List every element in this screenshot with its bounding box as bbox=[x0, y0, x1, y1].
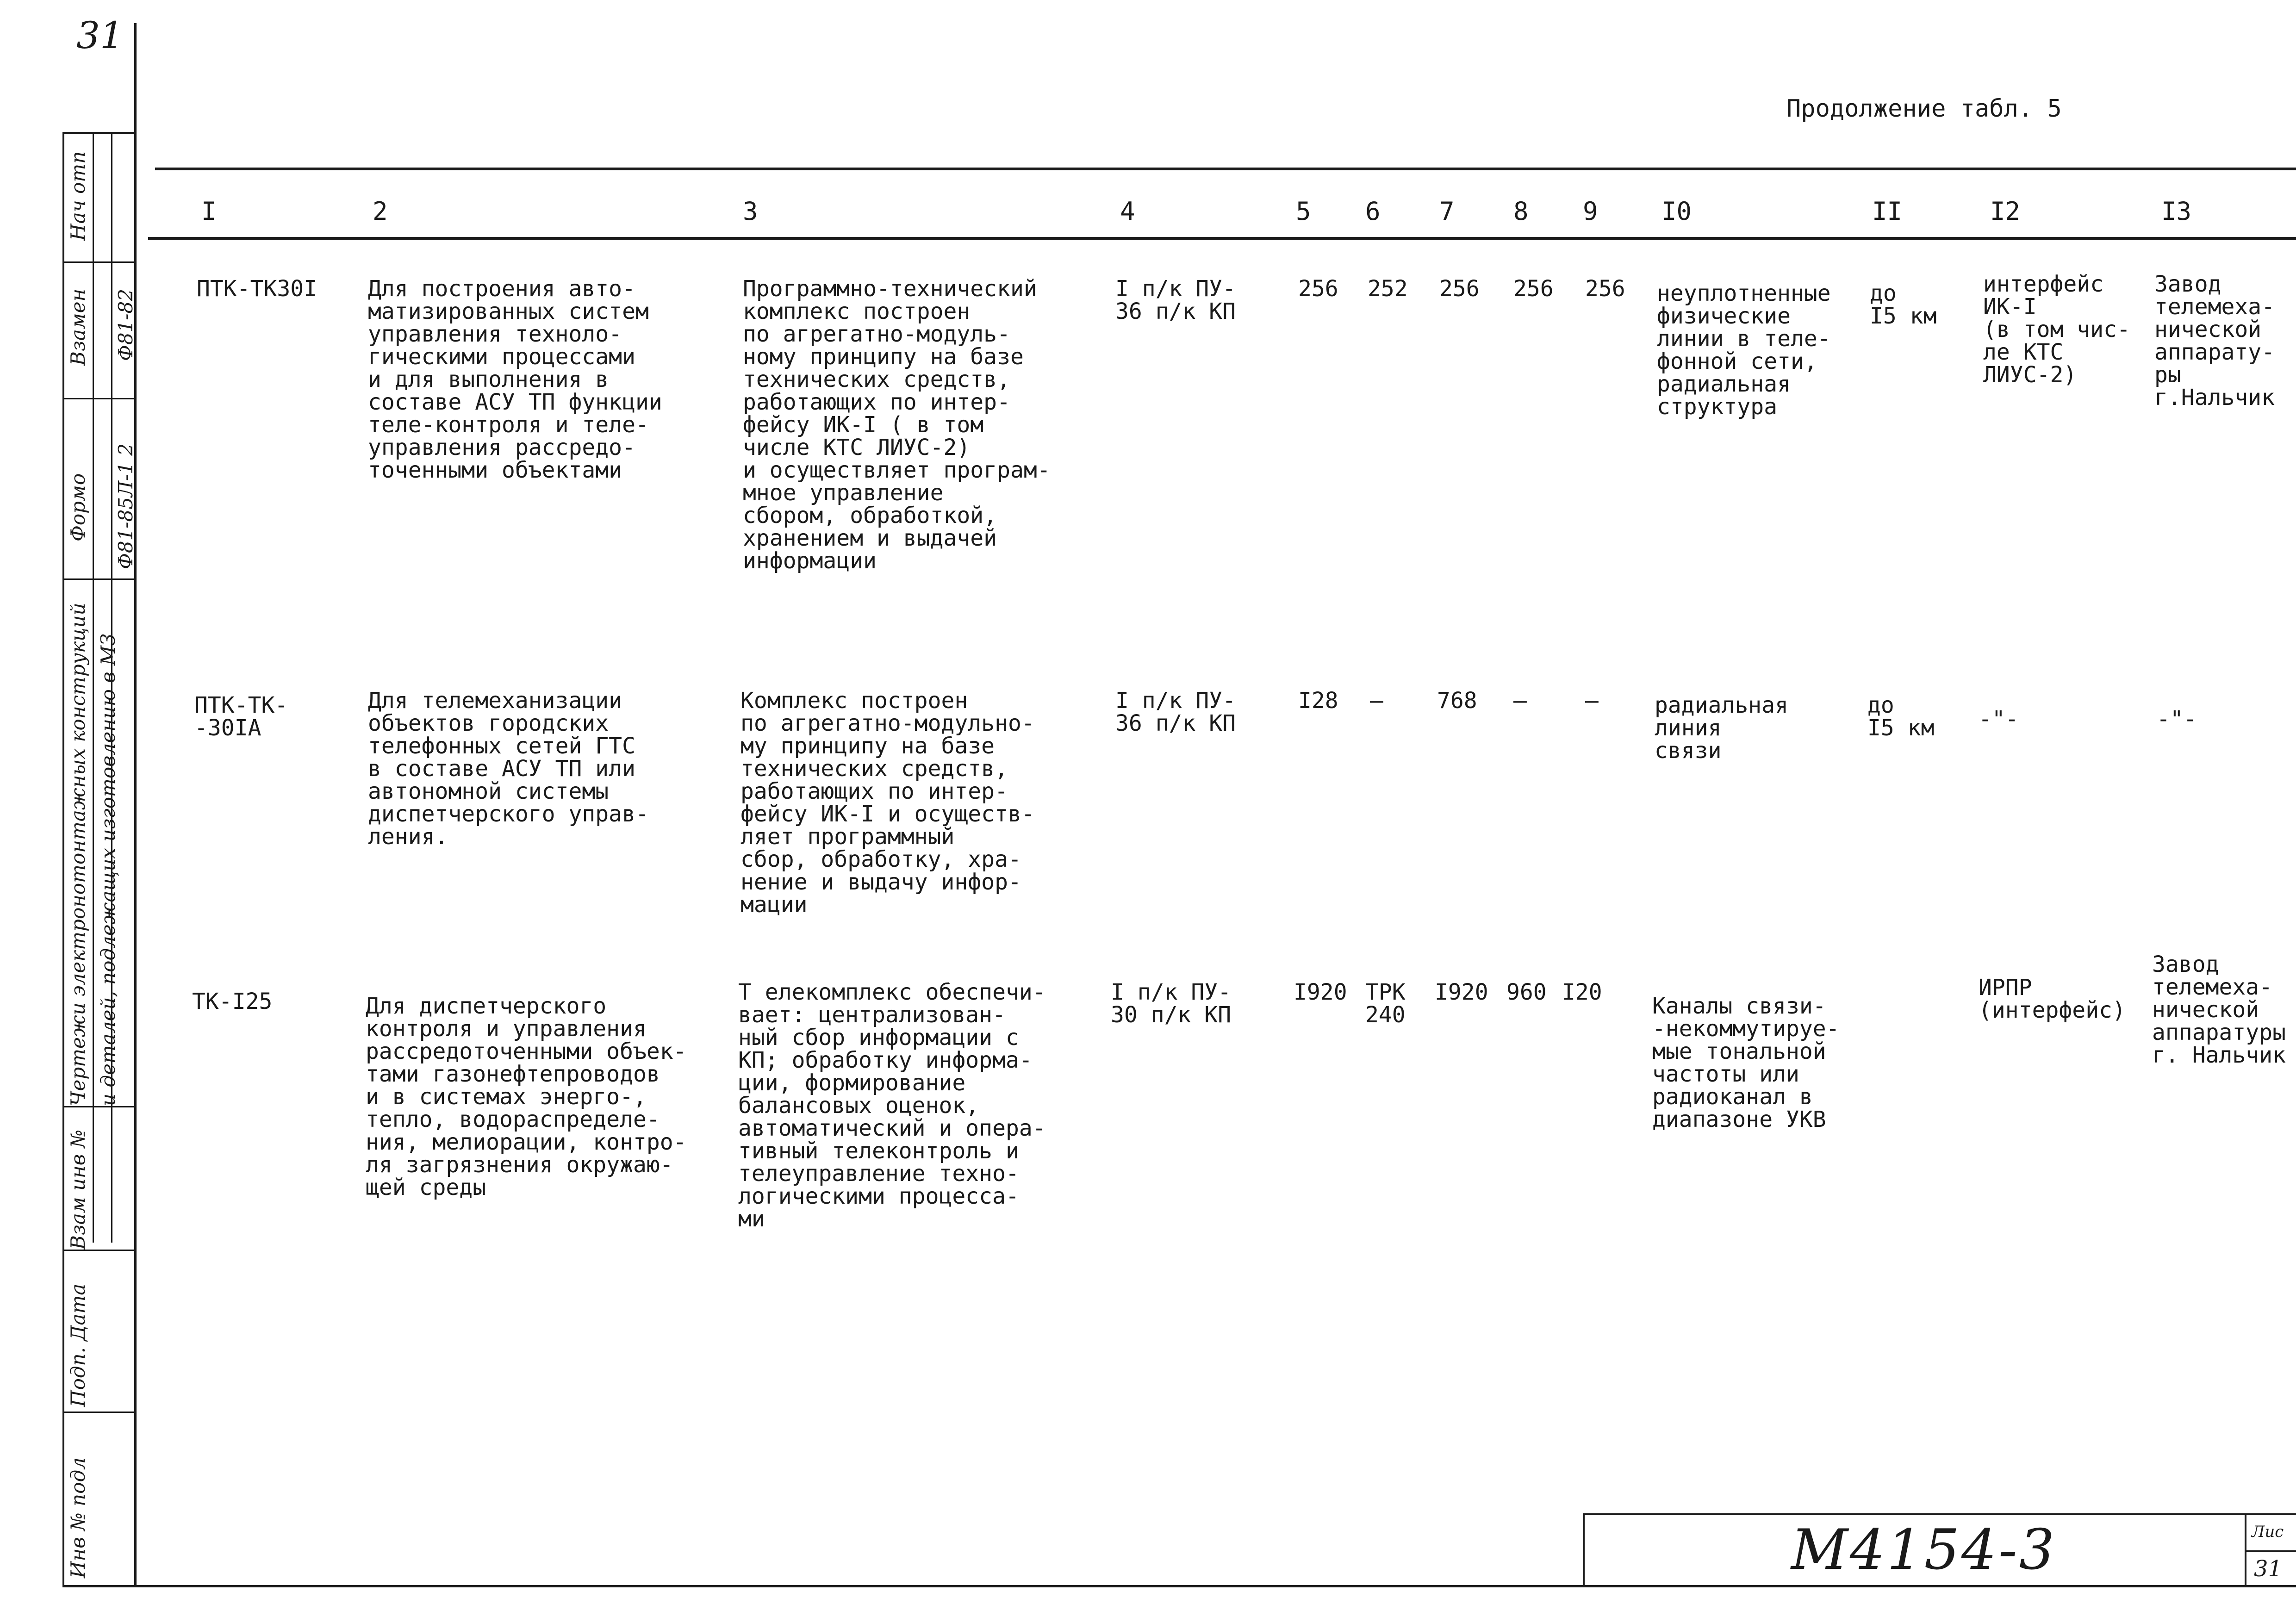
column-number: I bbox=[201, 197, 217, 226]
column-number: 9 bbox=[1583, 197, 1598, 226]
title-block-top bbox=[1583, 1513, 2296, 1515]
cell-purpose: Для телемеханизации объектов городских телефонных сетей ГТС в составе АСУ ТП или автономной системы диспетчерского управ- ления. bbox=[368, 688, 649, 850]
cell-col9: – bbox=[1585, 688, 1599, 714]
cell-manufacturer: -"- bbox=[2157, 706, 2197, 732]
table-top-rule bbox=[155, 168, 2296, 170]
column-number: 8 bbox=[1513, 197, 1529, 226]
cell-col8: 960 bbox=[1506, 979, 1547, 1005]
stamp-strip-line bbox=[93, 132, 94, 1243]
column-number: II bbox=[1872, 197, 1903, 226]
stamp-nach-otp: Нач отп bbox=[67, 151, 89, 241]
stamp-chertezhi-2: и деталей, подлежащих изготовлению в МЗ bbox=[97, 633, 119, 1106]
cell-col8: 256 bbox=[1513, 276, 1554, 302]
cell-col7: I920 bbox=[1435, 979, 1488, 1005]
cell-col6: 252 bbox=[1368, 276, 1408, 302]
cell-manufacturer: Завод телемеха- нической аппарату- ры г.Нальчик bbox=[2154, 271, 2275, 410]
cell-capacity: I п/к ПУ- 30 п/к КП bbox=[1111, 979, 1232, 1028]
left-margin-line bbox=[134, 23, 137, 1587]
stamp-divider bbox=[62, 578, 137, 580]
cell-capacity: I п/к ПУ- 36 п/к КП bbox=[1115, 276, 1236, 324]
cell-range: до I5 км bbox=[1870, 280, 1937, 329]
cell-col5: I28 bbox=[1298, 688, 1338, 714]
cell-range: до I5 км bbox=[1867, 692, 1935, 741]
stamp-formo-value: Ф81-85Л-1 2 bbox=[114, 443, 137, 569]
stamp-divider bbox=[62, 398, 137, 399]
cell-designation: ПТК-ТК- -30IА bbox=[194, 692, 288, 741]
cell-col5: 256 bbox=[1298, 276, 1338, 302]
column-number: I2 bbox=[1990, 197, 2021, 226]
document-code: М4154-3 bbox=[1791, 1518, 2057, 1582]
page-number: 31 bbox=[76, 14, 124, 57]
column-number: 6 bbox=[1365, 197, 1381, 226]
stamp-divider bbox=[62, 1106, 137, 1107]
cell-purpose: Для диспетчерского контроля и управления рассредоточенными объек- тами газонефтепроводов и в системах энерго-, тепло, водораспределе- ния, мелиорации, контро- ля загрязнения окружаю- щей среды bbox=[366, 993, 687, 1200]
cell-designation: ПТК-ТК30I bbox=[197, 276, 317, 302]
continuation-title: Продолжение табл. 5 bbox=[1786, 95, 2062, 123]
cell-col7: 768 bbox=[1437, 688, 1477, 714]
stamp-vzam-inv: Взам инв № bbox=[67, 1129, 89, 1250]
stamp-strip-line bbox=[62, 132, 64, 1585]
stamp-divider bbox=[62, 1250, 137, 1251]
stamp-divider bbox=[62, 132, 137, 134]
cell-description: Т елекомплекс обеспечи- вает: централизован- ный сбор информации с КП; обработку информа- ции, формирование балансовых оценок, автоматический и опера- тивный телеконтроль и телеуправление техно- логическими процесса- ми bbox=[738, 979, 1046, 1232]
cell-col6: ТРК 240 bbox=[1365, 979, 1406, 1028]
column-number: I0 bbox=[1661, 197, 1692, 226]
stamp-inv-podl: Инв № подл bbox=[67, 1457, 89, 1578]
cell-col5: I920 bbox=[1294, 979, 1347, 1005]
column-number: 5 bbox=[1296, 197, 1311, 226]
stamp-divider bbox=[62, 261, 137, 263]
cell-manufacturer: Завод телемеха- нической аппаратуры г. Нальчик bbox=[2152, 951, 2286, 1068]
cell-interface: ИРПР (интерфейс) bbox=[1979, 975, 2126, 1023]
cell-description: Программно-технический комплекс построен по агрегатно-модуль- ному принципу на базе технических средств, работающих по интер- фейсу ИК-I ( в том числе КТС ЛИУС-2) и осуществляет програм- мное управление сбором, обработкой, хранением и выдачей информации bbox=[743, 276, 1051, 574]
column-number: 4 bbox=[1120, 197, 1135, 226]
cell-col6: – bbox=[1370, 688, 1383, 714]
title-block-sheet-rule bbox=[2245, 1550, 2296, 1552]
cell-capacity: I п/к ПУ- 36 п/к КП bbox=[1115, 688, 1236, 736]
page-bottom-rule bbox=[62, 1585, 2296, 1587]
cell-communication: неуплотненные физические линии в теле- фонной сети, радиальная структура bbox=[1657, 280, 1831, 420]
cell-col8: – bbox=[1513, 688, 1527, 714]
sheet-label: Лис bbox=[2252, 1523, 2284, 1541]
cell-col7: 256 bbox=[1439, 276, 1480, 302]
cell-col9: I20 bbox=[1562, 979, 1602, 1005]
column-number: 7 bbox=[1439, 197, 1455, 226]
cell-communication: Каналы связи- -некоммутируе- мые тональной частоты или радиоканал в диапазоне УКВ bbox=[1652, 993, 1840, 1132]
cell-designation: ТК-I25 bbox=[192, 989, 273, 1014]
column-number: 2 bbox=[373, 197, 388, 226]
stamp-podp-data: Подп. Дата bbox=[67, 1283, 89, 1407]
stamp-vzamen-value: Ф81-82 bbox=[114, 289, 137, 361]
cell-col9: 256 bbox=[1585, 276, 1625, 302]
column-number: 3 bbox=[743, 197, 758, 226]
stamp-divider bbox=[62, 1412, 137, 1413]
cell-description: Комплекс построен по агрегатно-модульно- му принципу на базе технических средств, работающих по интер- фейсу ИК-I и осуществ- ляет программный сбор, обработку, хра- нение и выдачу инфор- мации bbox=[740, 688, 1035, 918]
cell-interface: интерфейс ИК-I (в том чис- ле КТС ЛИУС-2) bbox=[1983, 271, 2130, 388]
column-number: I3 bbox=[2161, 197, 2192, 226]
stamp-chertezhi: Чертежи электронотонтажных конструкций bbox=[67, 603, 89, 1106]
cell-communication: радиальная линия связи bbox=[1655, 692, 1788, 764]
stamp-formo: Формо bbox=[67, 473, 89, 541]
title-block-left bbox=[1583, 1513, 1585, 1587]
cell-purpose: Для построения авто- матизированных систем управления техноло- гическими процессами и для выполнения в составе АСУ ТП функции теле-контроля и теле- управления рассредо- точенными объектами bbox=[368, 276, 662, 483]
cell-interface: -"- bbox=[1979, 706, 2019, 732]
sheet-number: 31 bbox=[2254, 1556, 2283, 1582]
stamp-vzamen: Взамен bbox=[67, 288, 89, 366]
table-header-rule bbox=[148, 237, 2296, 240]
